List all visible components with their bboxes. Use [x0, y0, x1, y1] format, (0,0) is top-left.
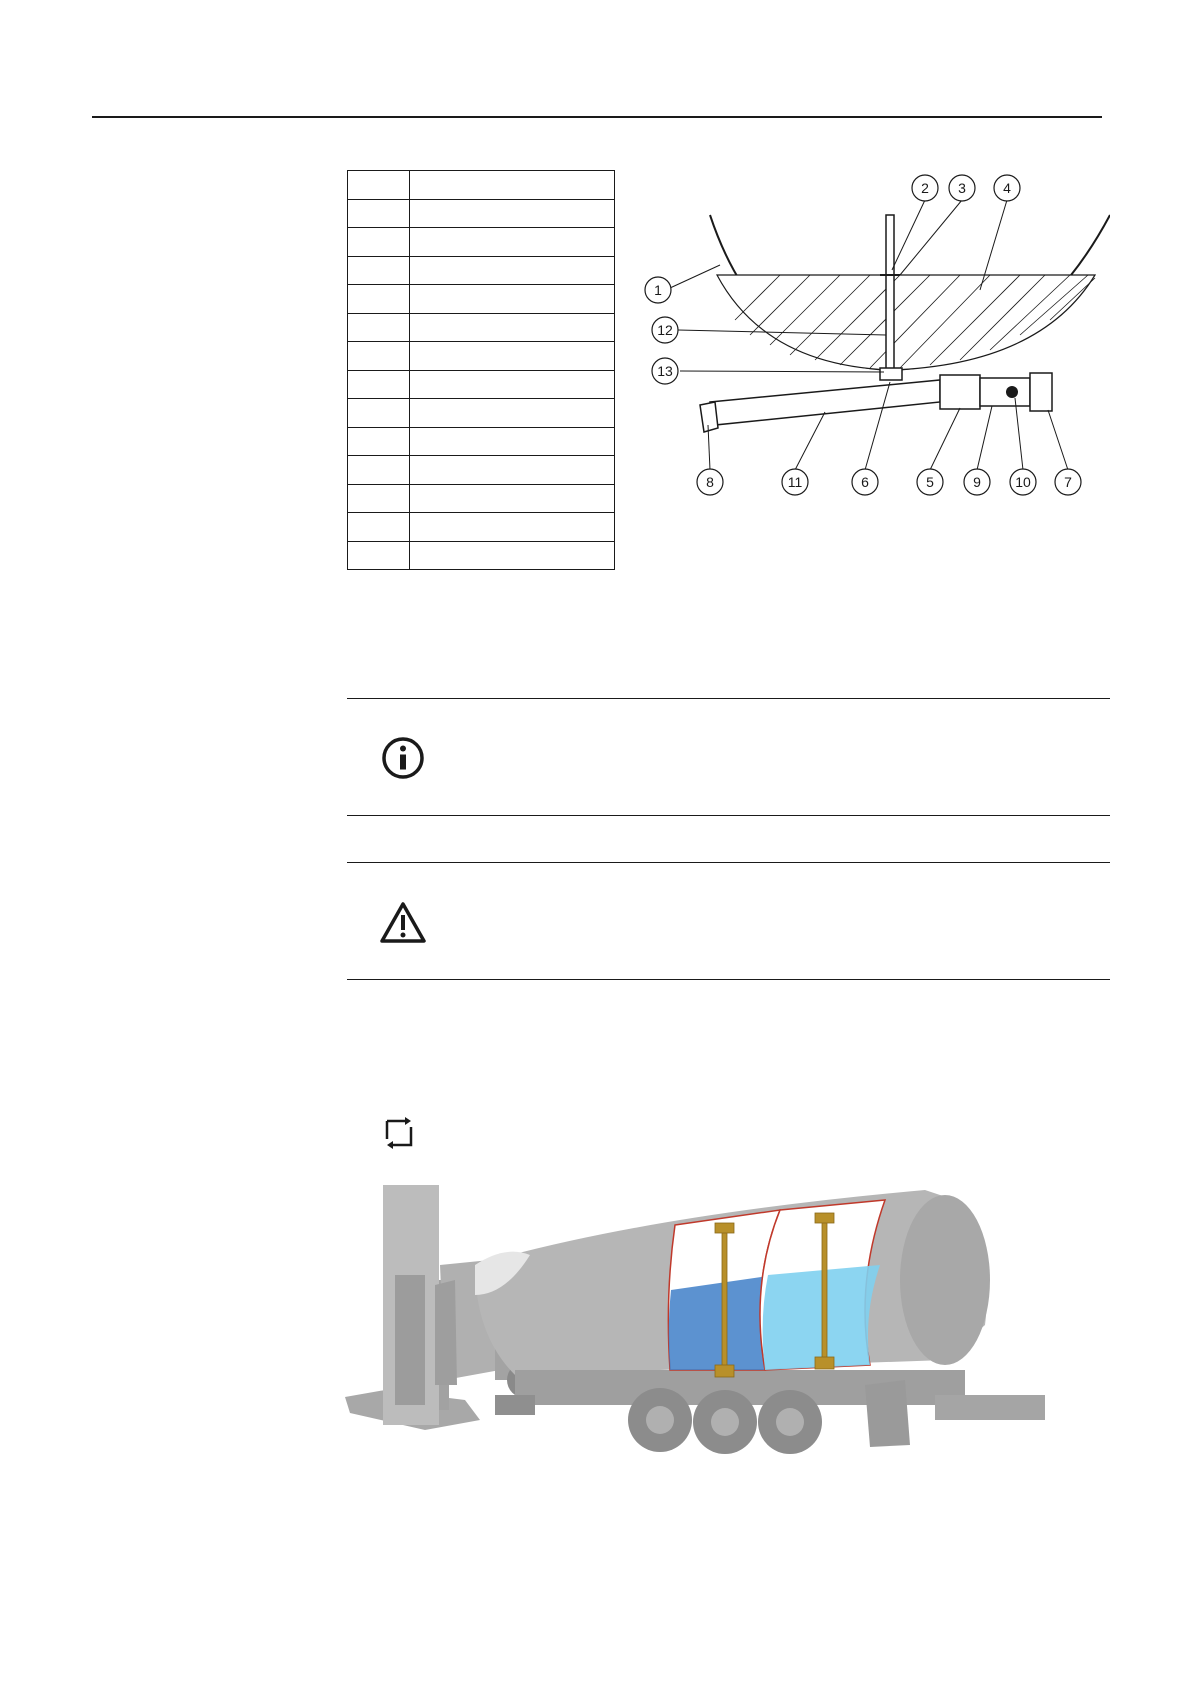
- legend-description-cell: [410, 342, 615, 371]
- callout-label-2: 2: [921, 180, 929, 196]
- warning-triangle-icon: [379, 899, 427, 947]
- legend-number-cell: [348, 171, 410, 200]
- legend-description-cell: [410, 399, 615, 428]
- legend-row: [348, 342, 615, 371]
- legend-row: [348, 256, 615, 285]
- discharge-pipe: [710, 380, 940, 425]
- legend-description-cell: [410, 484, 615, 513]
- legend-description-cell: [410, 256, 615, 285]
- trailer-wheels: [628, 1388, 822, 1454]
- legend-row: [348, 456, 615, 485]
- legend-number-cell: [348, 399, 410, 428]
- legend-description-cell: [410, 228, 615, 257]
- legend-row: [348, 285, 615, 314]
- legend-number-cell: [348, 228, 410, 257]
- legend-description-cell: [410, 313, 615, 342]
- legend-number-cell: [348, 256, 410, 285]
- legend-table: [347, 170, 615, 570]
- legend-row: [348, 484, 615, 513]
- callout-label-11: 11: [787, 474, 803, 490]
- legend-number-cell: [348, 456, 410, 485]
- info-icon: [379, 734, 427, 782]
- callout-label-1: 1: [654, 282, 662, 298]
- legend-number-cell: [348, 199, 410, 228]
- callout-label-3: 3: [958, 180, 966, 196]
- header-rule: [92, 116, 1102, 118]
- legend-description-cell: [410, 199, 615, 228]
- legend-row: [348, 370, 615, 399]
- callout-label-5: 5: [926, 474, 934, 490]
- legend-number-cell: [348, 342, 410, 371]
- legend-description-cell: [410, 541, 615, 570]
- legend-row: [348, 399, 615, 428]
- legend-row: [348, 513, 615, 542]
- legend-number-cell: [348, 541, 410, 570]
- legend-description-cell: [410, 427, 615, 456]
- callout-label-9: 9: [973, 474, 981, 490]
- legend-number-cell: [348, 513, 410, 542]
- legend-description-cell: [410, 370, 615, 399]
- callout-label-12: 12: [657, 322, 673, 338]
- warning-notice: [347, 862, 1110, 980]
- legend-number-cell: [348, 484, 410, 513]
- legend-number-cell: [348, 313, 410, 342]
- legend-row: [348, 313, 615, 342]
- callout-label-13: 13: [657, 363, 673, 379]
- cycle-icon: [381, 1117, 417, 1149]
- legend-number-cell: [348, 285, 410, 314]
- legend-row: [348, 541, 615, 570]
- legend-row: [348, 171, 615, 200]
- legend-row: [348, 427, 615, 456]
- legend-description-cell: [410, 285, 615, 314]
- info-notice: [347, 698, 1110, 816]
- callout-label-4: 4: [1003, 180, 1011, 196]
- liquid-fill: [717, 275, 1095, 370]
- legend-row: [348, 199, 615, 228]
- callout-label-6: 6: [861, 474, 869, 490]
- legend-description-cell: [410, 171, 615, 200]
- tanker-truck-illustration: [345, 1185, 1110, 1505]
- legend-number-cell: [348, 427, 410, 456]
- callout-label-10: 10: [1015, 474, 1031, 490]
- legend-row: [348, 228, 615, 257]
- callout-label-7: 7: [1064, 474, 1072, 490]
- legend-description-cell: [410, 513, 615, 542]
- legend-number-cell: [348, 370, 410, 399]
- callout-label-8: 8: [706, 474, 714, 490]
- probe-rod: [886, 215, 894, 370]
- tank-cross-section-diagram: [640, 170, 1110, 510]
- legend-description-cell: [410, 456, 615, 485]
